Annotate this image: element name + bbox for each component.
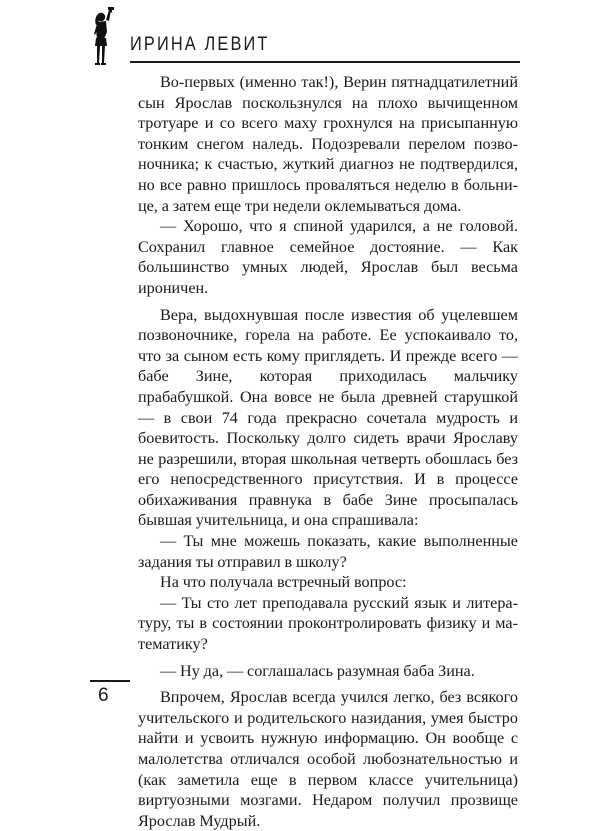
paragraph: Во-первых (именно так!), Верин пятнадцатилетний сын Ярослав поскользнулся на плохо вычищенном тротуаре и со всего маху грохнулся на присыпанную тонким снегом наледь. Подозревали перелом позвоночника; к счастью, жуткий диагноз не подтвердился, но все равно пришлось проваляться неделю в больнице, а затем еще три недели оклемываться дома. (138, 73, 518, 215)
body-text (138, 72, 518, 831)
paragraph: Вера, выдохнувшая после известия об уцелевшем позвоночнике, горела на работе. Ее успокаивало то, что за сыном есть кому приглядеть. И прежде всего — бабе Зине, которая приходилась мальчику прабабушкой. Она вовсе не была древней старушкой — в свои 74 года прекрасно сочетала мудрость и боевитость. Поскольку долго сидеть врачи Ярославу не разрешили, вторая школьная четверть обошлась без его непосредственного присутствия. И в процессе обихаживания правнука в бабе Зине просыпалась бывшая учительница, и она спрашивала: (138, 305, 518, 530)
woman-with-pistol-silhouette-icon (82, 6, 122, 66)
page-number: 6 (98, 685, 109, 706)
author-name: ИРИНА ЛЕВИТ (130, 34, 270, 55)
paragraph: — Ну да, — соглашалась разумная баба Зина. (160, 661, 475, 680)
footer-divider (90, 680, 130, 682)
paragraph: — Ты мне можешь показать, какие выполненные задания ты отправил в школу? (138, 532, 518, 571)
paragraph: — Хорошо, что я спиной ударился, а не головой. Сохранил главное семейное достояние. — Как большинство умных людей, Ярослав был весьма ироничен. (138, 217, 518, 297)
paragraph: — Ты сто лет преподавала русский язык и литературу, ты в состоянии проконтролировать физику и математику? (138, 593, 518, 654)
header-divider (130, 61, 520, 63)
page-header (0, 0, 600, 70)
paragraph: Впрочем, Ярослав всегда учился легко, без всякого учительского и родительского назидания, умея быстро найти и усвоить нужную информацию. Он вообще с малолетства отличался особой любознательностью и (как заметила еще в первом классе учительница) виртуозными мозгами. Недаром получил прозвище Ярослав Мудрый. (138, 688, 518, 830)
paragraph: На что получала встречный вопрос: (160, 573, 407, 592)
